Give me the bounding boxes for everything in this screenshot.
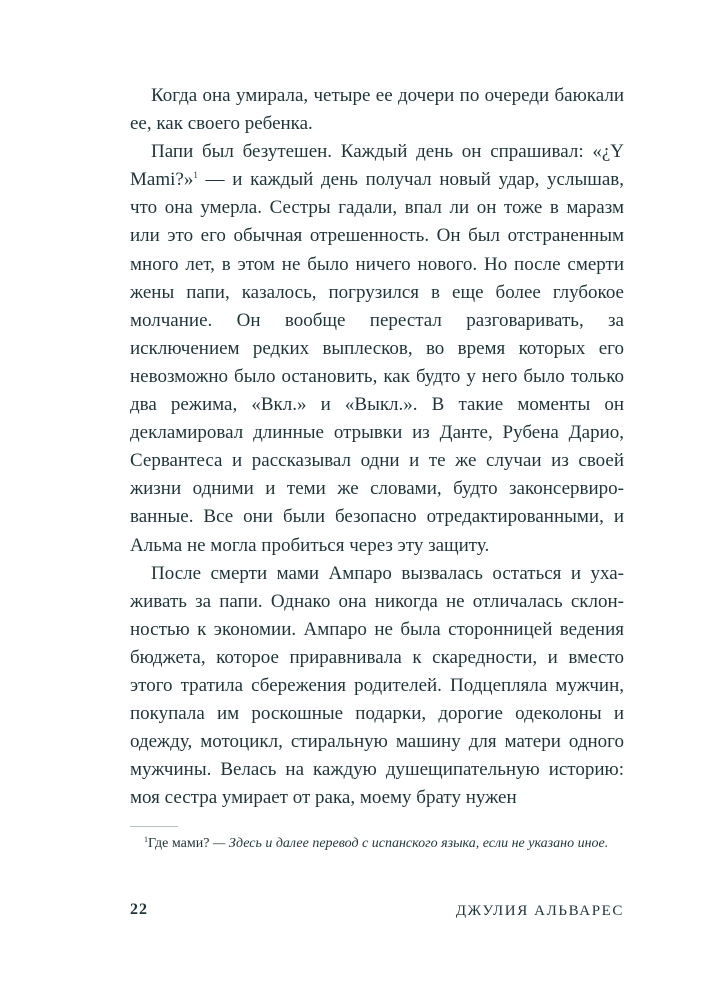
footnote-marker: 1 xyxy=(144,835,148,844)
paragraph-3: После смерти мами Ампаро вызвалась остаться и ухаживать за папи. Однако она никогда не отличалась склонностью к экономии. Ампаро не была сторонницей ведения бюджета, которое приравнивала к скаредности, и вместо этого тратила сбережения родителей. Подцепляла мужчин, покупала им роскошные подарки, дорогие одеколоны и одежду, мотоцикл, стиральную машину для матери одного мужчины. Велась на каждую душещипательную историю: моя сестра умирает от рака, моему брату нужен xyxy=(130,562,624,809)
page-number: 22 xyxy=(130,901,148,918)
footnote-term: Где мами? xyxy=(148,836,210,851)
footnote xyxy=(130,834,624,854)
main-text xyxy=(130,82,624,812)
running-head-author: ДЖУЛИЯ АЛЬВАРЕС xyxy=(455,903,624,919)
footnote-note: — Здесь и далее перевод с испанского языка, если не указано иное. xyxy=(209,836,609,851)
paragraph-1: Когда она умирала, четыре ее дочери по очереди баюкали ее, как своего ребенка. xyxy=(130,85,624,135)
footnote-reference: 1 xyxy=(193,170,198,181)
paragraph-2-start: Папи был безутешен. Каждый день он спрашивал: «¿Y Mami?» xyxy=(130,141,624,191)
paragraph-2-rest: — и каждый день получал новый удар, услышав, что она умерла. Сестры гадали, впал ли он тоже в маразм или это его обычная отрешенность. Он был отстраненным много лет, в этом не было ничего нового. Но после смерти жены папи, казалось, погрузился в еще более глубокое молчание. Он вообще перестал разговаривать, за исключением редких выплесков, во время которых его невозможно было остановить, как будто у него было только два режима, «Вкл.» и «Выкл.». В такие моменты он декламировал длинные отрывки из Данте, Рубена Дарио, Сервантеса и рассказывал одни и те же случаи из своей жизни одними и теми же словами, будто законсервированные. Все они были безопасно отредактированными, и Альма не могла пробиться через эту защиту. xyxy=(130,169,624,556)
paragraph-2 xyxy=(130,138,624,559)
footnote-divider xyxy=(130,826,178,827)
